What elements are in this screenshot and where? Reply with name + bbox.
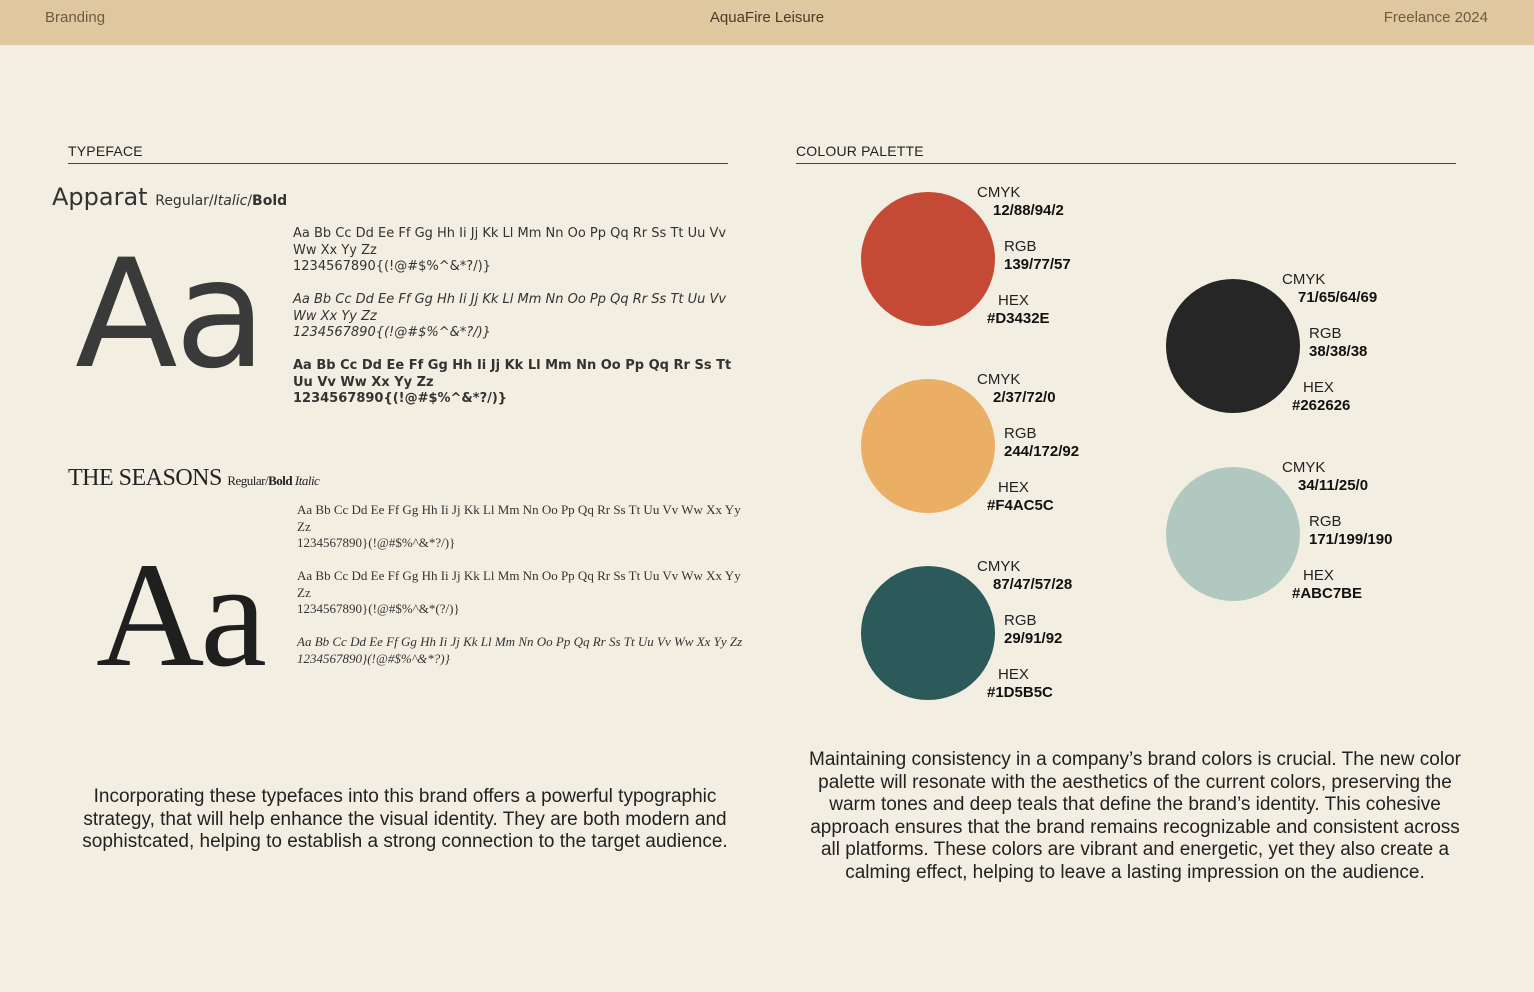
rgb-label: RGB: [1004, 425, 1037, 442]
header-brand-name: AquaFire Leisure: [709, 9, 825, 26]
font2-style-bold: Bold: [268, 473, 293, 488]
font1-name: Apparat: [52, 183, 148, 211]
font1-style-regular: Regular/: [155, 193, 214, 209]
cmyk-label: CMYK: [977, 558, 1021, 575]
font2-italic-alphabet: Aa Bb Cc Dd Ee Ff Gg Hh Ii Jj Kk Ll Mm Nn Oo Pp Qq Rr Ss Tt Uu Vv Ww Xx Yy Zz: [297, 634, 743, 649]
font1-style-bold: Bold: [252, 193, 288, 209]
font1-regular-numerals: 1234567890{(!@#$%^&*?/)}: [293, 259, 491, 274]
font2-name-line: [68, 465, 319, 492]
header-bar: [0, 0, 1534, 45]
font2-italic-numerals: 1234567890}(!@#$%^&*?)}: [297, 650, 450, 666]
font1-sample-glyph: Aa: [75, 228, 264, 402]
hex-label: HEX: [998, 479, 1029, 496]
font2-style-italic: Italic: [294, 473, 320, 488]
font1-italic-specimen: [293, 292, 743, 342]
rgb-value: 29/91/92: [1004, 630, 1063, 647]
font2-bold-alphabet: Aa Bb Cc Dd Ee Ff Gg Hh Ii Jj Kk Ll Mm Nn Oo Pp Qq Rr Ss Tt Uu Vv Ww Xx Yy Zz: [297, 568, 741, 600]
hex-value: #F4AC5C: [987, 497, 1054, 514]
font2-regular-alphabet: Aa Bb Cc Dd Ee Ff Gg Hh Ii Jj Kk Ll Mm Nn Oo Pp Qq Rr Ss Tt Uu Vv Ww Xx Yy Zz: [297, 502, 741, 534]
rgb-label: RGB: [1309, 513, 1342, 530]
color-swatch: [861, 566, 995, 700]
font2-italic-specimen: [297, 634, 747, 667]
cmyk-value: 12/88/94/2: [993, 202, 1064, 219]
cmyk-value: 87/47/57/28: [993, 576, 1073, 593]
hex-value: #262626: [1292, 397, 1351, 414]
rgb-label: RGB: [1004, 612, 1037, 629]
font2-regular-specimen: [297, 502, 747, 552]
cmyk-label: CMYK: [1282, 271, 1326, 288]
hex-value: #D3432E: [987, 310, 1050, 327]
hex-label: HEX: [998, 666, 1029, 683]
rgb-label: RGB: [1004, 238, 1037, 255]
hex-label: HEX: [1303, 567, 1334, 584]
color-swatch: [861, 379, 995, 513]
font1-bold-specimen: [293, 358, 743, 408]
font1-name-line: [52, 183, 287, 211]
rgb-value: 244/172/92: [1004, 443, 1080, 460]
cmyk-value: 71/65/64/69: [1298, 289, 1378, 306]
font2-sample-glyph: Aa: [96, 532, 263, 698]
font2-name: THE SEASONS: [68, 465, 222, 491]
font1-style-italic: Italic: [213, 193, 248, 209]
font1-bold-numerals: 1234567890{(!@#$%^&*?/)}: [293, 391, 508, 406]
font1-style-sep: /: [247, 193, 253, 209]
rgb-value: 171/199/190: [1309, 531, 1393, 548]
font1-bold-alphabet: Aa Bb Cc Dd Ee Ff Gg Hh Ii Jj Kk Ll Mm Nn Oo Pp Qq Rr Ss Tt Uu Vv Ww Xx Yy Zz: [293, 358, 732, 390]
font1-italic-numerals: 1234567890{(!@#$%^&*?/)}: [293, 325, 491, 340]
cmyk-value: 2/37/72/0: [993, 389, 1056, 406]
header-section-label: Branding: [45, 9, 106, 26]
hex-value: #ABC7BE: [1292, 585, 1363, 602]
typeface-paragraph: Incorporating these typefaces into this brand offers a powerful typographic strategy, that will help enhance the visual identity. They are both modern and sophistcated, helping to establish a strong connection to the target audience.: [82, 786, 728, 852]
cmyk-label: CMYK: [977, 371, 1021, 388]
font1-italic-alphabet: Aa Bb Cc Dd Ee Ff Gg Hh Ii Jj Kk Ll Mm Nn Oo Pp Qq Rr Ss Tt Uu Vv Ww Xx Yy Zz: [293, 292, 727, 324]
hex-label: HEX: [998, 292, 1029, 309]
hex-value: #1D5B5C: [987, 684, 1053, 701]
color-swatch: [861, 192, 995, 326]
palette-paragraph: Maintaining consistency in a company’s brand colors is crucial. The new color palette will resonate with the aesthetics of the current colors, preserving the warm tones and deep teals that define the brand’s identity. This cohesive approach ensures that the brand remains recognizable and consistent across all platforms. These colors are vibrant and energetic, yet they also create a calming effect, helping to leave a lasting impression on the audience.: [809, 749, 1461, 883]
font2-style-regular: Regular/: [227, 473, 269, 488]
palette-section-title: COLOUR PALETTE: [796, 143, 1456, 164]
cmyk-label: CMYK: [1282, 459, 1326, 476]
font2-regular-numerals: 1234567890}(!@#$%^&*?/)}: [297, 535, 456, 550]
font1-regular-alphabet: Aa Bb Cc Dd Ee Ff Gg Hh Ii Jj Kk Ll Mm Nn Oo Pp Qq Rr Ss Tt Uu Vv Ww Xx Yy Zz: [293, 226, 727, 258]
rgb-value: 38/38/38: [1309, 343, 1368, 360]
font2-bold-specimen: [297, 568, 747, 618]
rgb-value: 139/77/57: [1004, 256, 1071, 273]
rgb-label: RGB: [1309, 325, 1342, 342]
color-swatch: [1166, 279, 1300, 413]
cmyk-label: CMYK: [977, 184, 1021, 201]
cmyk-value: 34/11/25/0: [1298, 477, 1369, 494]
color-swatch: [1166, 467, 1300, 601]
header-project-label: Freelance 2024: [1383, 9, 1488, 26]
font1-regular-specimen: [293, 226, 743, 276]
typeface-section-title: TYPEFACE: [68, 143, 728, 164]
hex-label: HEX: [1303, 379, 1334, 396]
font2-bold-numerals: 1234567890}(!@#$%^&*(?/)}: [297, 601, 460, 616]
